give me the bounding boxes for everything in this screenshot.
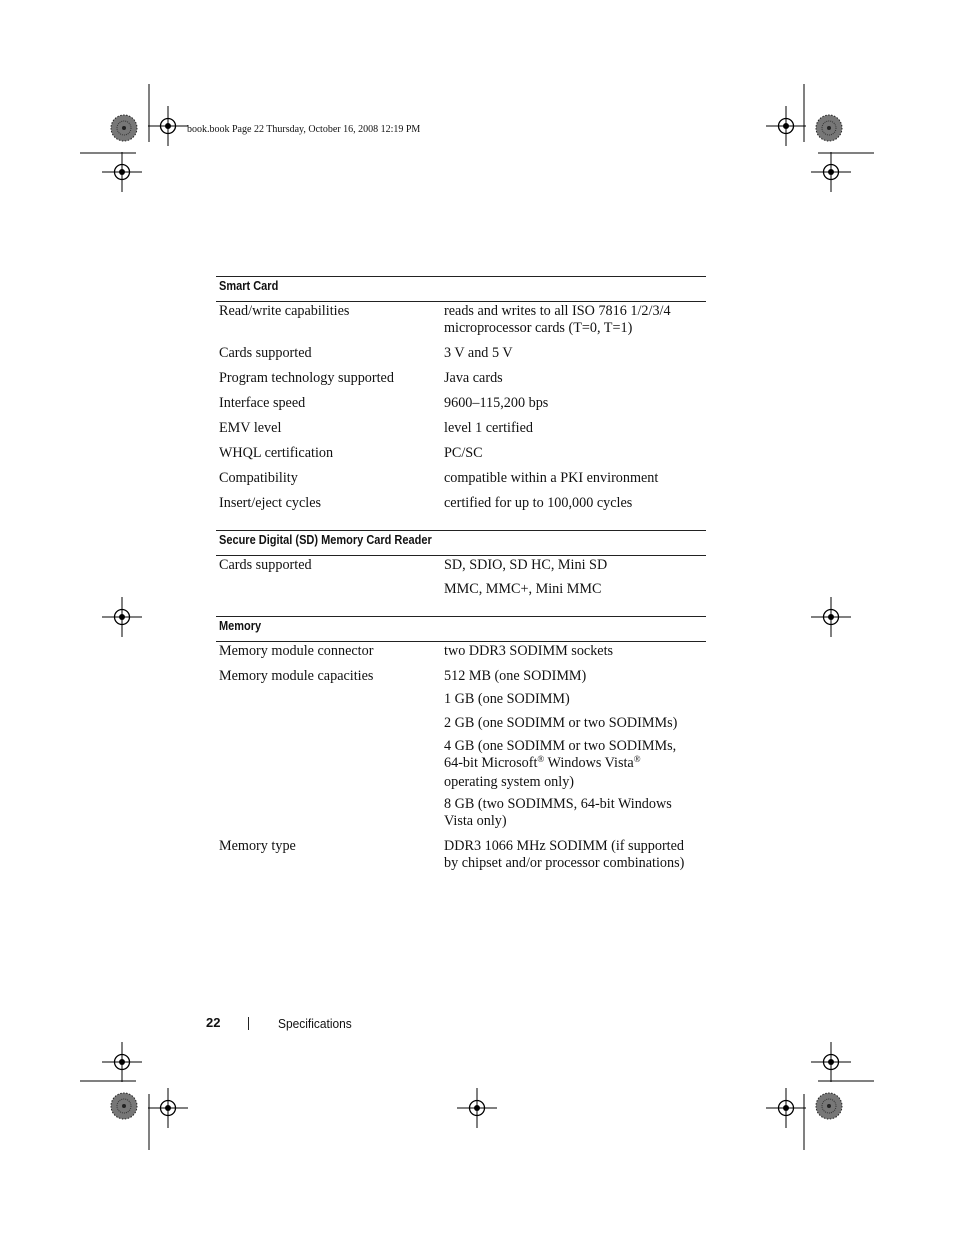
spec-label: Interface speed <box>219 395 306 411</box>
section-top-rule <box>216 530 706 531</box>
color-target-icon <box>816 115 842 141</box>
section-title-smart-card: Smart Card <box>219 279 279 293</box>
registration-mark-icon <box>148 106 188 146</box>
spec-label: Cards supported <box>219 557 312 573</box>
spec-value: reads and writes to all ISO 7816 1/2/3/4 <box>444 303 671 319</box>
section-header-rule <box>216 301 706 302</box>
color-target-icon <box>111 115 137 141</box>
footer-divider <box>248 1017 249 1030</box>
spec-label: WHQL certification <box>219 445 334 461</box>
registered-mark: ® <box>633 754 641 764</box>
section-top-rule <box>216 276 706 277</box>
registration-mark-icon <box>766 106 806 146</box>
section-title-sd-reader: Secure Digital (SD) Memory Card Reader <box>219 533 432 547</box>
spec-label: Compatibility <box>219 470 298 486</box>
spec-value: 9600–115,200 bps <box>444 395 549 411</box>
spec-value: level 1 certified <box>444 420 534 436</box>
spec-value: PC/SC <box>444 445 483 461</box>
registration-mark-icon <box>148 1088 188 1128</box>
registration-mark-icon <box>102 1042 142 1082</box>
section-header-rule <box>216 555 706 556</box>
spec-value: by chipset and/or processor combinations) <box>444 855 685 871</box>
registration-mark-icon <box>457 1088 497 1128</box>
spec-label: Memory module connector <box>219 643 374 659</box>
spec-value: Java cards <box>444 370 503 386</box>
color-target-icon <box>111 1093 137 1119</box>
registration-mark-icon <box>102 152 142 192</box>
page-number: 22 <box>206 1015 221 1030</box>
spec-value: 64-bit Microsoft® Windows Vista® <box>444 754 641 771</box>
spec-label: Insert/eject cycles <box>219 495 322 511</box>
spec-value: 512 MB (one SODIMM) <box>444 668 587 684</box>
spec-value: two DDR3 SODIMM sockets <box>444 643 614 659</box>
spec-value: 4 GB (one SODIMM or two SODIMMs, <box>444 738 677 754</box>
spec-label: Read/write capabilities <box>219 303 350 319</box>
section-title-memory: Memory <box>219 619 262 633</box>
spec-value: Vista only) <box>444 813 507 829</box>
section-top-rule <box>216 616 706 617</box>
spec-value: MMC, MMC+, Mini MMC <box>444 581 602 597</box>
spec-value: 1 GB (one SODIMM) <box>444 691 570 707</box>
registration-mark-icon <box>811 1042 851 1082</box>
spec-value: certified for up to 100,000 cycles <box>444 495 633 511</box>
spec-label: Program technology supported <box>219 370 394 386</box>
spec-value: 2 GB (one SODIMM or two SODIMMs) <box>444 715 678 731</box>
spec-value: operating system only) <box>444 774 575 790</box>
spec-value: SD, SDIO, SD HC, Mini SD <box>444 557 608 573</box>
spec-value: DDR3 1066 MHz SODIMM (if supported <box>444 838 684 854</box>
spec-label: Cards supported <box>219 345 312 361</box>
section-header-rule <box>216 641 706 642</box>
print-header: book.book Page 22 Thursday, October 16, 2008 12:19 PM <box>187 124 421 135</box>
registration-mark-icon <box>102 597 142 637</box>
registered-mark: ® <box>537 754 545 764</box>
registration-mark-icon <box>811 597 851 637</box>
spec-value: 3 V and 5 V <box>444 345 513 361</box>
registration-mark-icon <box>766 1088 806 1128</box>
spec-value: compatible within a PKI environment <box>444 470 659 486</box>
registration-mark-icon <box>811 152 851 192</box>
color-target-icon <box>816 1093 842 1119</box>
spec-value: microprocessor cards (T=0, T=1) <box>444 320 633 336</box>
footer-section-name: Specifications <box>278 1016 352 1031</box>
spec-label: Memory module capacities <box>219 668 374 684</box>
spec-label: Memory type <box>219 838 296 854</box>
spec-label: EMV level <box>219 420 282 436</box>
spec-value: 8 GB (two SODIMMS, 64-bit Windows <box>444 796 672 812</box>
